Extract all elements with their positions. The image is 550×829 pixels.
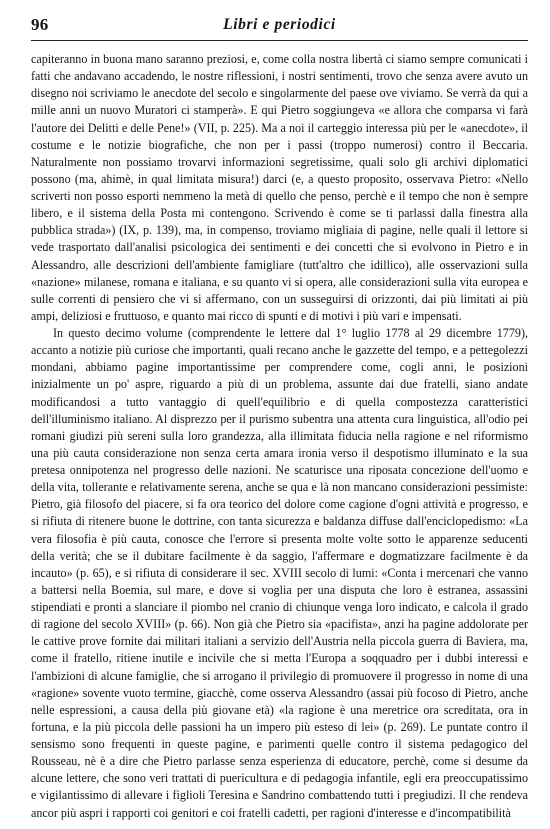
running-title: Libri e periodici <box>223 16 336 33</box>
paragraph: In questo decimo volume (comprendente le lettere dal 1° luglio 1778 al 29 dicembre 1779), accanto a notizie più curiose che importanti, quali recano anche le gazzette del tempo, e a pettegolezzi mondani, abbiamo pagine importantissime per comprendere come, cogli anni, le posizioni inizialmente un po' aspre, riguardo a più di un problema, assunte dai due fratelli, siano andate modificandosi a tutto vantaggio di quell'equilibrio e di quella compostezza caratteristici dell'illuminismo italiano. Al disprezzo per il purismo subentra una attenta cura linguistica, all'odio pei romani giudizi più sereni sulla loro grandezza, alla illimitata fiducia nella ragione e nel riformismo una più cauta considerazione non senza certa amara ironia verso il despotismo illuminato e la sua pretesa onnipotenza nel progresso delle nazioni. Ne scaturisce una riposata concezione dell'uomo e della vita, tollerante e relativamente serena, anche se qua e là non mancano considerazioni pessimiste: Pietro, già filosofo del piacere, si fa ora teorico del dolore come cagione d'ogni attività e progresso, e si rifiuta di ritenere buone le dottrine, con tanta sicurezza e baldanza diffuse dall'enciclopedismo: «La vera filosofia è più cauta, conosce che l'errore si presenta molte volte sotto le apparenze seducenti della verità; che se il dubitare facilmente è da saggio, l'affermare e dogmatizzare facilmente è da incauto» (p. 65), e si rifiuta di considerare il sec. XVIII secolo di lumi: «Conta i mercenari che vanno a battersi nella Boemia, sul mare, e dove si voglia per una disputa che loro è estranea, assassini stipendiati e pronti a slanciare il piombo nel cranio di chiunque venga loro indicato, e calcola il grado di ragione del secolo XVIII» (p. 66). Non già che Pietro sia «pacifista», anzi ha pagine addolorate per le cattive prove fornite dai militari italiani a servizio dell'Austria nella piccola guerra di Baviera, ma, come il fratello, ritiene inutile e incivile che si metta l'Europa a soqquadro per i dubbi interessi e l'ambizioni di alcune famiglie, che si arrogano il privilegio di promuovere il progresso in nome di una «ragione» sovente vuoto termine, giacchè, come osserva Alessandro (assai più focoso di Pietro, anche nelle espressioni, a causa della più giovane età) «la ragione è una meretrice ora screditata, ora in fortuna, e la più piccola delle passioni ha un impero più esteso di lei» (p. 269). Le puntate contro il sensismo sono frequenti in queste pagine, e parimenti quelle contro il sistema pedagogico del Rousseau, nè è a dire che Pietro parlasse senza esperienza di educatore, perchè, come si desume da alcune lettere, che sono veri trattati di puericultura e di pedagogia infantile, egli era preoccupatissimo e vigilantissimo di allevare i figlioli Teresina e Sandrino combattendo tutti i pregiudizi. Il che rendeva ancor più aspri i rapporti coi genitori e coi fratelli cadetti, per ragioni d'interesse e d'incompatibilità <box>31 326 528 820</box>
page-header <box>31 14 528 41</box>
paragraph: capiteranno in buona mano saranno preziosi, e, come colla nostra libertà ci siamo sempre comunicati i fatti che andavano accadendo, le nostre riflessioni, i nostri sentimenti, trovo che senza avere avuto un disegno noi scriviamo le anecdote del secolo e singolarmente del paese ove viviamo. Se verrà da qui a mille anni un nuovo Muratori ci stamperà». E qui Pietro soggiungeva «e allora che comparsa vi farà l'autore dei Delitti e delle Pene!» (VII, p. 225). Ma a noi il carteggio interessa più per le «anecdote», il costume e le notizie biografiche, che non per i passi (troppo numerosi) contro il Beccaria. Naturalmente non possiamo trovarvi informazioni segretissime, quali solo gli archivi diplomatici possono (ma, ahimè, in qual limitata misura!) darci (e, a questo proposito, osservava Pietro: «Nello scriverti non posso esporti nemmeno la metà di quello che penso, perchè e il tempo che non è sempre libero, e il sistema della Posta mi contengono. Scrivendo è come se ti parlassi dalla finestra alla pubblica strada») (IX, p. 139), ma, in compenso, troviamo migliaia di pagine, nelle quali il lettore si vede trasportato dall'analisi psicologica dei sentimenti e dei concetti che si evolvono in Pietro e in Alessandro, alle descrizioni dell'ambiente famigliare (tutt'altro che idillico), alle osservazioni sulla «nazione» milanese, romana e italiana, e su quanto vi si opera, alle considerazioni sulla vita europea e sulle correnti di pensiero che vi si affermano, con un susseguirsi di orizzonti, dai più limitati ai più ampi, deliziosi e fruttuoso, e quanto mai ricco di spunti e di motivi i più vari e impensati. <box>31 52 528 323</box>
page-number: 96 <box>31 15 49 34</box>
body-text <box>31 51 528 822</box>
